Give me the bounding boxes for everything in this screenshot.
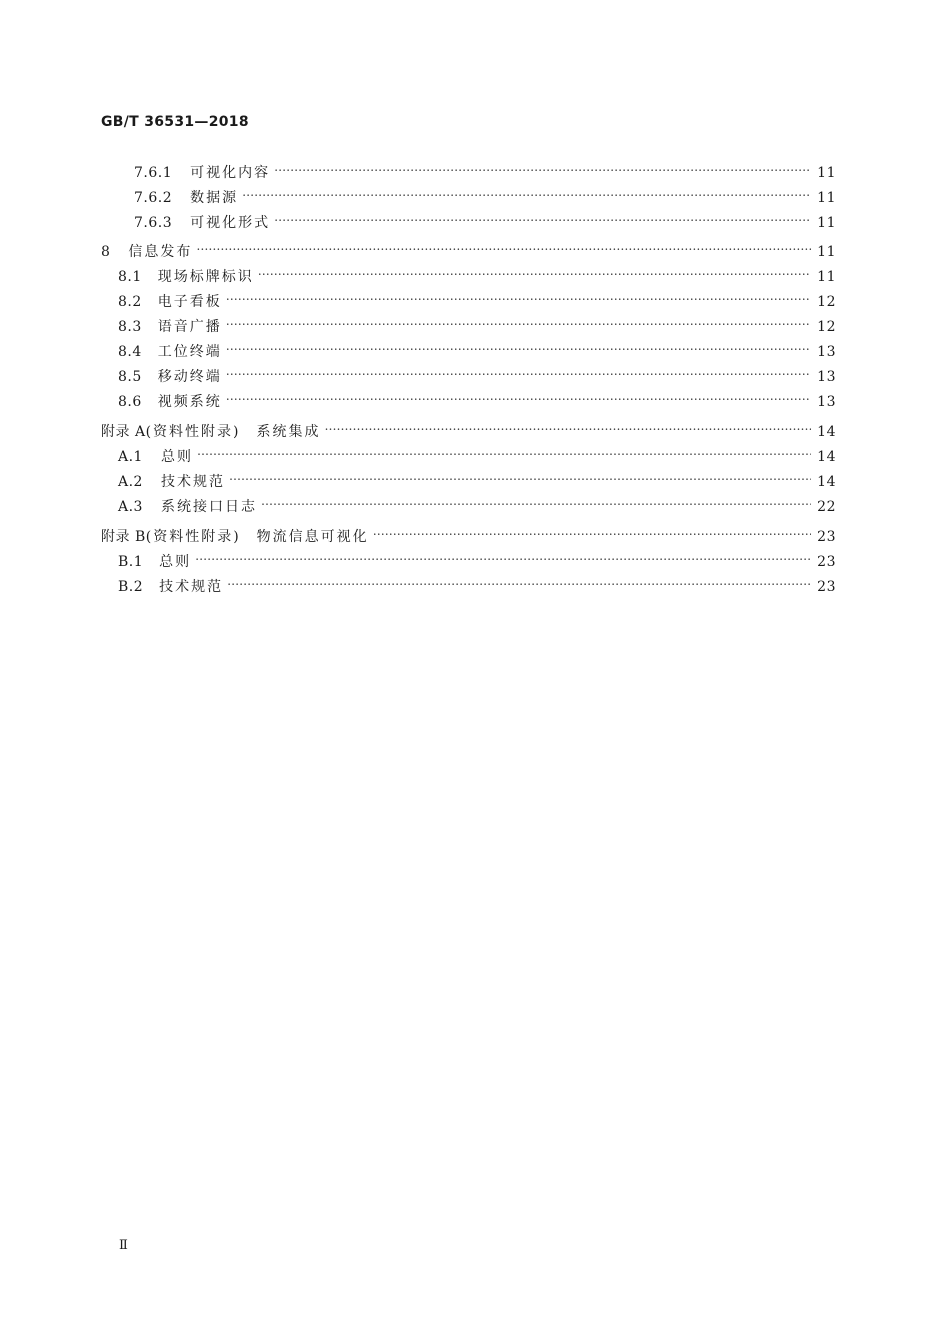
toc-leader-dots [195, 546, 811, 566]
toc-entry-number: A.2 [118, 474, 143, 490]
toc-entry-number: 7.6.1 [134, 165, 173, 181]
toc-entry-8-4[interactable] [118, 336, 836, 360]
toc-entry-title: 系统接口日志 [160, 499, 257, 515]
toc-entry-b-2[interactable] [118, 571, 836, 595]
toc-entry-number: 8.2 [118, 294, 142, 310]
toc-entry-a-3[interactable] [118, 491, 836, 515]
toc-entry-number: A.1 [118, 449, 143, 465]
toc-entry-title: 信息发布 [128, 244, 193, 260]
toc-entry-number: 附录 A [101, 424, 146, 440]
toc-entry-page: 23 [817, 579, 836, 595]
toc-entry-appendix-a[interactable] [101, 416, 836, 440]
toc-entry-title: 可视化内容 [190, 165, 271, 181]
toc-entry-page: 11 [817, 269, 836, 285]
toc-entry-number: 附录 B [101, 529, 146, 545]
toc-entry-number: 8.5 [118, 369, 142, 385]
toc-entry-number: B.1 [118, 554, 144, 570]
toc-entry-number: 7.6.3 [134, 215, 173, 231]
toc-leader-dots [274, 157, 811, 177]
toc-leader-dots [226, 336, 811, 356]
toc-entry-title: 总则 [159, 554, 192, 570]
toc-entry-title: 工位终端 [157, 344, 222, 360]
toc-entry-title: (资料性附录) 系统集成 [145, 424, 321, 440]
toc-leader-dots [261, 491, 811, 511]
toc-entry-title: 可视化形式 [190, 215, 271, 231]
toc-entry-number: B.2 [118, 579, 144, 595]
toc-leader-dots [226, 386, 811, 406]
toc-leader-dots [258, 261, 811, 281]
toc-entry-number: 8.4 [118, 344, 142, 360]
toc-leader-dots [227, 571, 811, 591]
toc-leader-dots [242, 182, 811, 202]
toc-entry-number: 8.3 [118, 319, 142, 335]
toc-entry-7-6-2[interactable] [134, 182, 836, 206]
toc-leader-dots [274, 207, 811, 227]
toc-leader-dots [226, 286, 811, 306]
toc-entry-page: 14 [817, 474, 836, 490]
toc-leader-dots [226, 361, 811, 381]
toc-entry-page: 14 [817, 424, 836, 440]
toc-entry-b-1[interactable] [118, 546, 836, 570]
toc-entry-number: A.3 [118, 499, 143, 515]
toc-entry-8[interactable] [101, 236, 836, 260]
toc-entry-title: 总则 [160, 449, 193, 465]
toc-leader-dots [373, 521, 811, 541]
toc-entry-number: 8.6 [118, 394, 142, 410]
toc-entry-8-1[interactable] [118, 261, 836, 285]
toc-entry-page: 11 [817, 244, 836, 260]
standard-code-header: GB/T 36531—2018 [101, 114, 249, 130]
toc-entry-title: 技术规范 [159, 579, 224, 595]
toc-entry-7-6-3[interactable] [134, 207, 836, 231]
toc-entry-page: 22 [817, 499, 836, 515]
toc-entry-title: 数据源 [190, 190, 239, 206]
toc-leader-dots [196, 236, 811, 256]
toc-entry-title: 语音广播 [157, 319, 222, 335]
toc-entry-title: 技术规范 [160, 474, 225, 490]
toc-entry-8-2[interactable] [118, 286, 836, 310]
toc-entry-title: 电子看板 [157, 294, 222, 310]
toc-entry-title: 移动终端 [157, 369, 222, 385]
toc-leader-dots [325, 416, 812, 436]
toc-entry-8-3[interactable] [118, 311, 836, 335]
toc-entry-7-6-1[interactable] [134, 157, 836, 181]
toc-entry-a-2[interactable] [118, 466, 836, 490]
page-number: Ⅱ [119, 1238, 128, 1253]
toc-entry-page: 11 [817, 165, 836, 181]
toc-entry-number: 8.1 [118, 269, 142, 285]
toc-entry-page: 14 [817, 449, 836, 465]
toc-entry-page: 11 [817, 215, 836, 231]
toc-entry-8-5[interactable] [118, 361, 836, 385]
toc-entry-page: 13 [817, 344, 836, 360]
toc-entry-number: 8 [101, 244, 111, 260]
toc-entry-page: 23 [817, 529, 836, 545]
toc-leader-dots [197, 441, 811, 461]
toc-entry-appendix-b[interactable] [101, 521, 836, 545]
toc-entry-title: 视频系统 [157, 394, 222, 410]
toc-entry-title: (资料性附录) 物流信息可视化 [145, 529, 369, 545]
toc-entry-a-1[interactable] [118, 441, 836, 465]
toc-entry-page: 23 [817, 554, 836, 570]
toc-entry-8-6[interactable] [118, 386, 836, 410]
toc-entry-number: 7.6.2 [134, 190, 173, 206]
toc-entry-page: 12 [817, 319, 836, 335]
toc-leader-dots [226, 311, 811, 331]
toc-entry-page: 11 [817, 190, 836, 206]
toc-leader-dots [229, 466, 811, 486]
toc-entry-page: 12 [817, 294, 836, 310]
toc-entry-title: 现场标牌标识 [157, 269, 254, 285]
toc-entry-page: 13 [817, 394, 836, 410]
toc-entry-page: 13 [817, 369, 836, 385]
